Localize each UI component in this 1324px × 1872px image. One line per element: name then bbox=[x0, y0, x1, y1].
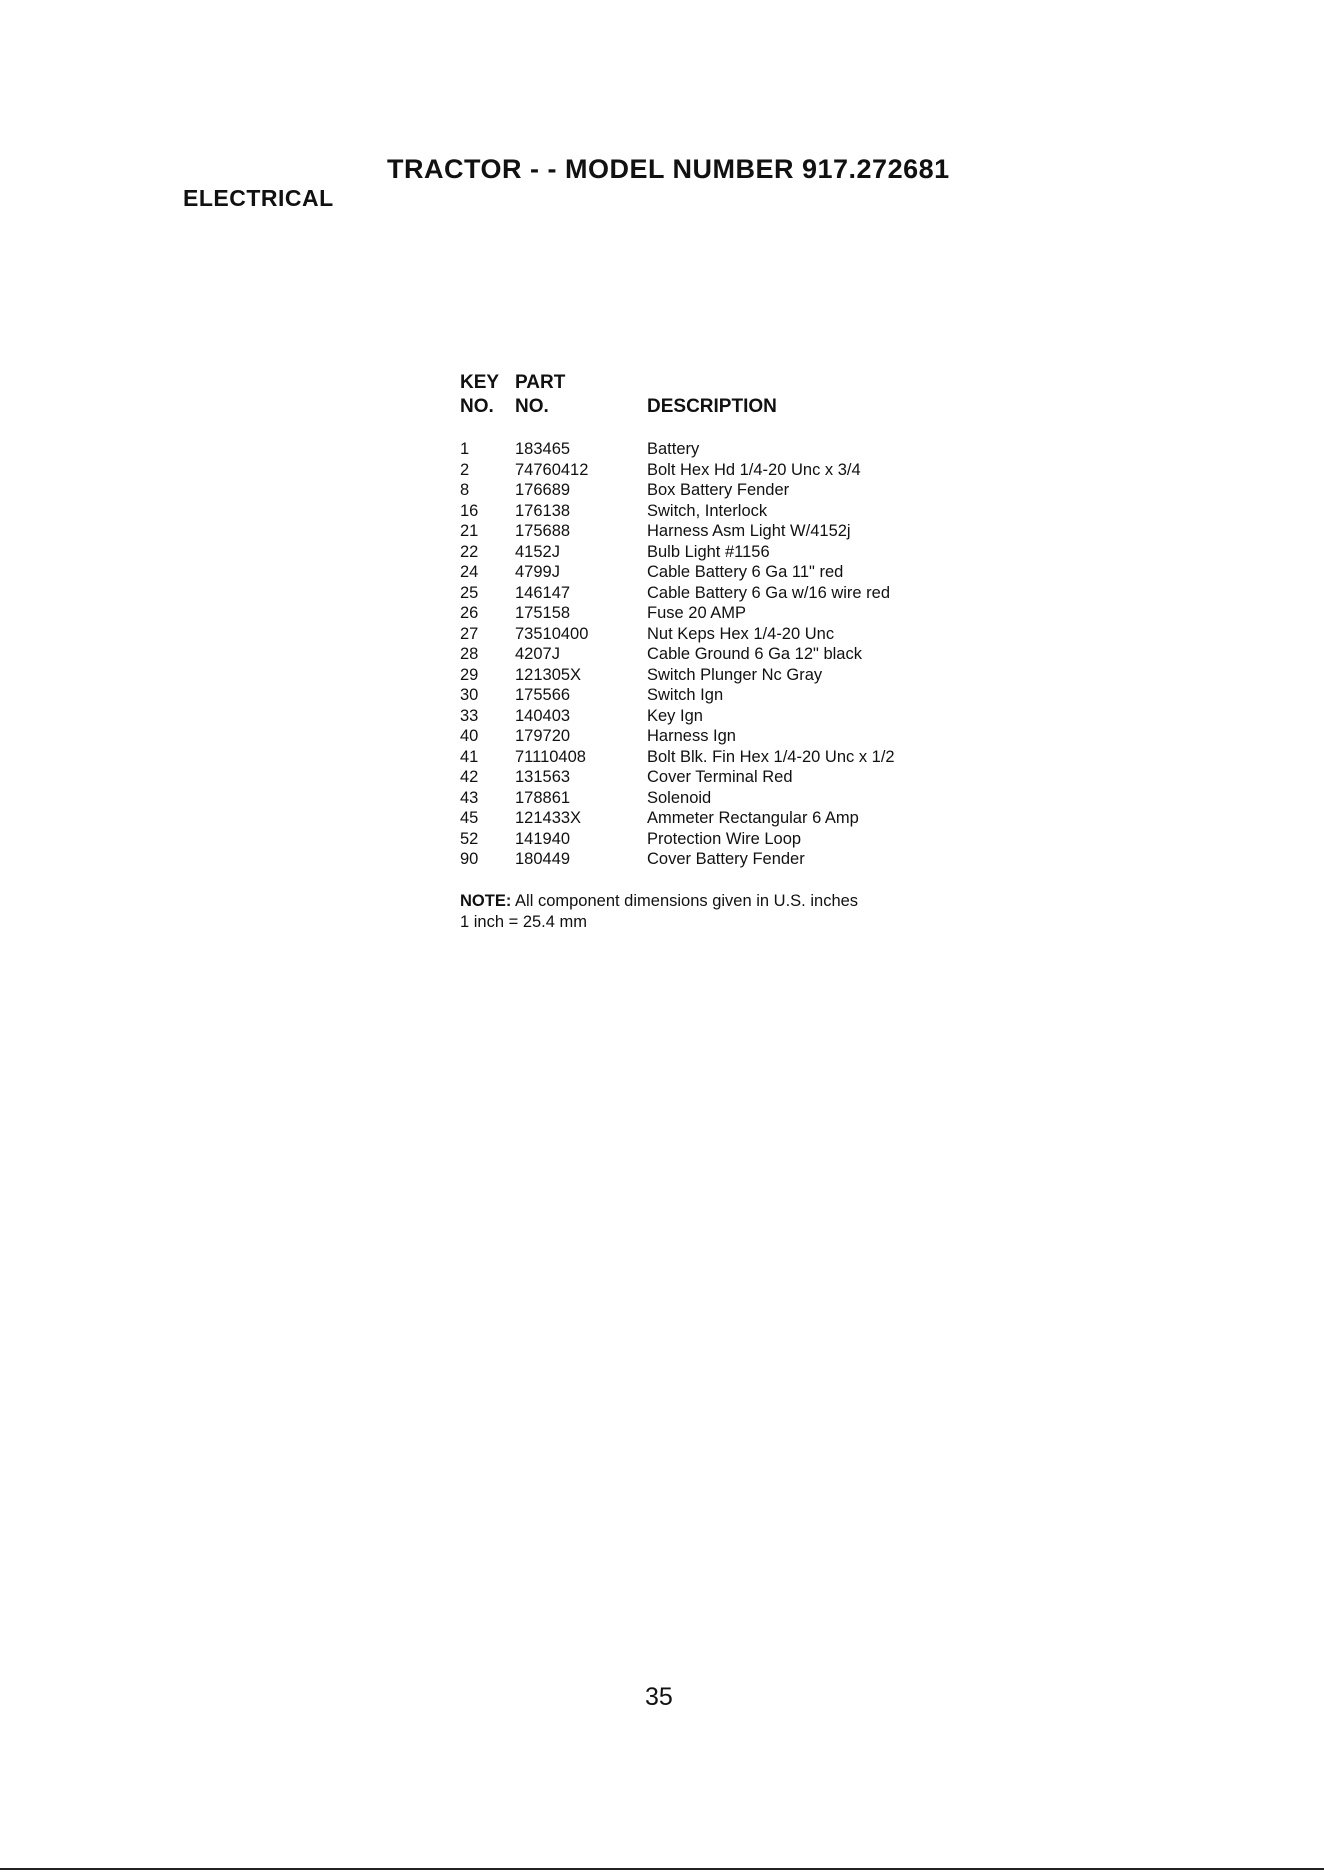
header-key-line1: KEY bbox=[460, 372, 500, 393]
part-description: Cover Battery Fender bbox=[647, 850, 805, 868]
part-no: 178861 bbox=[515, 788, 571, 807]
part-no: 131563 bbox=[515, 768, 571, 786]
key-no: 90 bbox=[460, 850, 479, 868]
part-description: Protection Wire Loop bbox=[647, 829, 802, 848]
part-no: 74760412 bbox=[515, 460, 589, 479]
header-part-line2: NO. bbox=[515, 396, 549, 417]
part-description: Solenoid bbox=[647, 788, 712, 807]
key-no: 25 bbox=[460, 583, 479, 602]
part-description: Bolt Hex Hd 1/4-20 Unc x 3/4 bbox=[647, 460, 861, 479]
header-key-line2: NO. bbox=[460, 396, 494, 417]
header-part-line1: PART bbox=[515, 372, 566, 393]
note bbox=[460, 891, 858, 932]
key-no: 43 bbox=[460, 788, 479, 807]
key-no: 21 bbox=[460, 522, 479, 540]
document-title: TRACTOR - - MODEL NUMBER 917.272681 bbox=[387, 154, 950, 184]
key-no: 22 bbox=[460, 542, 479, 561]
part-description: Cable Battery 6 Ga w/16 wire red bbox=[647, 583, 891, 602]
part-no: 141940 bbox=[515, 829, 571, 848]
part-no: 183465 bbox=[515, 440, 571, 458]
part-no: 146147 bbox=[515, 583, 571, 602]
part-no: 140403 bbox=[515, 706, 571, 725]
key-no: 40 bbox=[460, 727, 479, 745]
key-no: 2 bbox=[460, 460, 470, 479]
key-no: 29 bbox=[460, 665, 479, 684]
part-description: Bolt Blk. Fin Hex 1/4-20 Unc x 1/2 bbox=[647, 747, 895, 766]
key-no: 8 bbox=[460, 481, 470, 499]
note-label: NOTE: bbox=[460, 892, 512, 910]
key-no: 45 bbox=[460, 809, 479, 827]
key-no: 33 bbox=[460, 706, 479, 725]
key-no: 28 bbox=[460, 645, 479, 663]
header-description: DESCRIPTION bbox=[647, 396, 777, 417]
part-description: Battery bbox=[647, 440, 700, 458]
key-no: 1 bbox=[460, 440, 470, 458]
part-description: Harness Asm Light W/4152j bbox=[647, 522, 851, 540]
note-text: All component dimensions given in U.S. inches bbox=[515, 892, 859, 910]
part-no: 176138 bbox=[515, 501, 571, 520]
part-description: Box Battery Fender bbox=[647, 481, 790, 499]
part-no: 121305X bbox=[515, 665, 582, 684]
part-no: 4207J bbox=[515, 645, 560, 663]
part-description: Key Ign bbox=[647, 706, 703, 725]
key-no: 24 bbox=[460, 563, 479, 581]
part-description: Harness Ign bbox=[647, 727, 736, 745]
part-no: 4799J bbox=[515, 563, 560, 581]
key-no: 52 bbox=[460, 829, 479, 848]
part-no: 73510400 bbox=[515, 624, 589, 643]
note-line2: 1 inch = 25.4 mm bbox=[460, 912, 588, 931]
key-no: 41 bbox=[460, 747, 479, 766]
part-description: Cable Ground 6 Ga 12" black bbox=[647, 645, 862, 663]
part-no: 180449 bbox=[515, 850, 571, 868]
part-description: Cable Battery 6 Ga 11" red bbox=[647, 563, 844, 581]
part-description: Bulb Light #1156 bbox=[647, 542, 770, 561]
part-no: 175688 bbox=[515, 522, 571, 540]
part-description: Nut Keps Hex 1/4-20 Unc bbox=[647, 624, 835, 643]
note-line1 bbox=[460, 891, 858, 912]
part-no: 121433X bbox=[515, 809, 582, 827]
part-no: 179720 bbox=[515, 727, 571, 745]
key-no: 30 bbox=[460, 686, 479, 704]
part-description: Fuse 20 AMP bbox=[647, 604, 747, 622]
part-no: 175158 bbox=[515, 604, 571, 622]
key-no: 16 bbox=[460, 501, 479, 520]
part-no: 176689 bbox=[515, 481, 571, 499]
page-number: 35 bbox=[645, 1683, 673, 1711]
part-description: Cover Terminal Red bbox=[647, 768, 793, 786]
part-description: Switch Plunger Nc Gray bbox=[647, 665, 823, 684]
part-description: Switch Ign bbox=[647, 686, 724, 704]
part-description: Ammeter Rectangular 6 Amp bbox=[647, 809, 859, 827]
part-no: 175566 bbox=[515, 686, 571, 704]
bottom-rule bbox=[0, 1868, 1324, 1870]
key-no: 42 bbox=[460, 768, 479, 786]
key-no: 26 bbox=[460, 604, 479, 622]
section-heading: ELECTRICAL bbox=[183, 185, 334, 211]
key-no: 27 bbox=[460, 624, 479, 643]
part-no: 71110408 bbox=[515, 747, 586, 766]
part-no: 4152J bbox=[515, 542, 560, 561]
part-description: Switch, Interlock bbox=[647, 501, 768, 520]
